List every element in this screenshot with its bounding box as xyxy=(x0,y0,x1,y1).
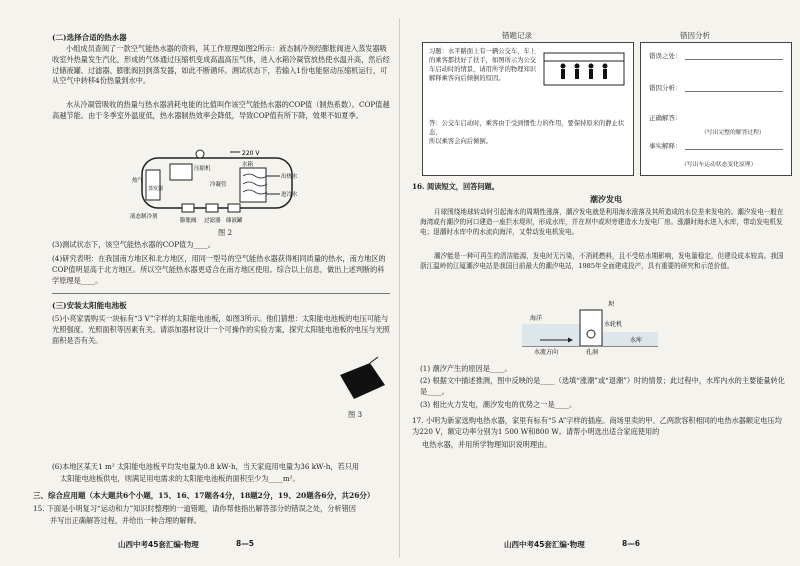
answer-line-error-location[interactable] xyxy=(685,59,783,60)
question-15-line2: 并写出正确解答过程，并给出一种合理的解释。 xyxy=(50,516,201,525)
question-17-line1: 17. 小明为新家选购电热水器，家里有标有“5 A”字样的插座。商场里卖的甲、乙两款容积相同的电热水器额定电压均为220 V，额定功率分别为1 500 W和800 W。请帮小明选出适合家庭使用的 xyxy=(412,416,782,436)
section2-title: (二)选择合适的热水器 xyxy=(52,33,127,42)
panel-wire xyxy=(370,357,378,363)
wrong-answer-line1: 答：公交车启动时，乘客由于受到惯性力的作用，要保持原来的静止状态， xyxy=(429,120,625,137)
figure-2-caption: 图 2 xyxy=(218,228,233,237)
dam-block xyxy=(580,310,602,346)
intro-paragraph-1: 小组成员查阅了一款空气能热水器的资料，其工作原理如图2所示：液态制冷剂经膨胀阀进入蒸发器吸收室外热量发生汽化，形成的气体通过压缩机变成高温高压气体，进入水箱冷凝管放热使水温升高，然后经过储液罐、过滤器、膨胀阀回到蒸发器，如此不断循环。测试状态下，若输入1份电能驱动压缩机运行，可从空气中转移4份热量到水中。 xyxy=(52,44,390,86)
reservoir-box xyxy=(228,204,240,212)
question-16-1: (1) 潮汐产生的原因是____。 xyxy=(420,364,512,373)
label-error-cause: 错因分析： xyxy=(649,84,682,92)
fig-label-ocean: 海洋 xyxy=(530,315,543,322)
tank-box xyxy=(240,168,266,202)
article-paragraph-2: 潮汐能是一种可再生的清洁能源，发电时无污染，不消耗燃料，且不受枯水期影响，发电量稳定，但建设成本较高。我国浙江温岭的江厦潮汐电站是我国目前最大的潮汐电站，1985年全面建成投产，具有重要的研究和示范价值。 xyxy=(420,252,784,270)
compressor-box xyxy=(170,164,192,180)
label-fact-explanation: 事实解释： xyxy=(649,142,682,150)
label-compressor: 压缩机 xyxy=(194,166,211,172)
error-analysis-header: 错因分析 xyxy=(680,31,710,40)
fig-label-dam: 坝 xyxy=(608,301,615,308)
label-hot-out: 出热水 xyxy=(281,174,298,180)
evaporator-box xyxy=(146,170,160,200)
expansion-valve-box xyxy=(182,204,194,212)
wrong-problem-text: 习题：水平路面上有一辆公交车，车上的乘客都扶好了扶手，如图所示为公交车启动时的情景，请用所学的物理知识解释乘客向后倾倒的原因。 xyxy=(429,48,537,83)
question-4: (4)研究表明：在我国南方地区和北方地区，用同一型号的空气能热水器获得相同质量的热水，南方地区的COP值明显高于北方地区。所以空气能热水器更适合在南方地区使用。综合以上信息，做出上述判断的科学原理是____。 xyxy=(52,254,386,285)
label-tank: 水箱 xyxy=(242,162,254,168)
filter-box xyxy=(206,204,218,212)
question-16-3: (3) 相比火力发电，潮汐发电的优势之一是____。 xyxy=(420,400,577,409)
question-16-2: (2) 根据文中描述推测，图中反映的是____（选填“涨潮”或“退潮”）时的情景；此过程中，水库内水的主要能量转化是____。 xyxy=(420,376,785,396)
label-liquid-refrigerant: 液态制冷剂 xyxy=(130,214,158,220)
intro-paragraph-2: 水从冷凝管吸收的热量与热水器消耗电能的比值叫作该空气能热水器的COP值（制热系数）。COP值越高越节能。由于冬季室外温度低，热水器制热效率会降低，导致COP值有所下降，效果不如夏季。 xyxy=(52,100,390,120)
question-6-line2: 太阳能电池板供电，则满足用电需求的太阳能电池板的面积至少为____m²。 xyxy=(60,474,300,483)
tidal-power-figure xyxy=(520,298,660,356)
hint-fact-explanation: （写出车运动状态变化原理） xyxy=(681,162,757,168)
figure-3-caption: 图 3 xyxy=(348,410,363,419)
label-evaporator: 蒸发器 xyxy=(148,186,164,192)
bus-frame xyxy=(544,53,624,85)
label-condenser: 冷凝管 xyxy=(210,182,227,188)
right-page xyxy=(400,0,800,566)
voltage-label: 220 V xyxy=(242,150,260,157)
label-cold-in: 进冷水 xyxy=(281,192,298,198)
fig-label-reservoir: 水库 xyxy=(630,337,643,344)
answer-line-q4[interactable] xyxy=(52,293,390,294)
hint-correct-answer: （写出完整的解答过程） xyxy=(701,130,765,136)
bus-passengers-figure xyxy=(543,49,627,89)
footer-right-page: 8—6 xyxy=(622,539,640,548)
question-3: (3)测试状态下，该空气能热水器的COP值为____。 xyxy=(52,240,215,249)
label-correct-answer: 正确解答： xyxy=(649,114,682,122)
section3-title: (三)安装太阳能电池板 xyxy=(52,301,127,310)
question-6-line1: (6)本地区某天1 m² 太阳能电池板平均发电量为0.8 kW·h，当天家庭用电量为36 kW·h，若只用 xyxy=(52,462,360,471)
footer-left-title: 山西中考45套汇编·物理 xyxy=(118,540,199,549)
section-heading-comprehensive: 三、综合应用题（本大题共6个小题，15、16、17题各4分，18题2分，19、20题各6分，共26分） xyxy=(33,491,375,500)
wrong-answer-line2: 所以乘客会向后倾倒。 xyxy=(429,138,492,145)
label-expansion-valve: 膨胀阀 xyxy=(180,218,197,224)
label-reservoir: 储液罐 xyxy=(226,218,243,224)
error-analysis-panel xyxy=(640,42,792,176)
footer-right-title: 山西中考45套汇编·物理 xyxy=(504,540,585,549)
fig-label-flow: 水流方向 xyxy=(534,349,559,356)
footer-left-page: 8—5 xyxy=(236,539,254,548)
wrong-record-panel xyxy=(422,42,634,176)
answer-line-error-cause[interactable] xyxy=(685,91,783,92)
ocean-water xyxy=(522,324,580,346)
figure-3-solar-panel xyxy=(330,355,390,405)
solar-panel-icon xyxy=(340,363,385,399)
label-hot-gas: 热气 xyxy=(132,178,144,184)
figure-2-diagram xyxy=(130,146,310,226)
question-15-line1: 15. 下面是小明复习“运动和力”知识时整理的一道错题，请你帮他指出解答部分的错误之处，分析错因 xyxy=(33,504,356,513)
fig-label-turbine: 水轮机 xyxy=(604,321,623,328)
label-filter: 过滤器 xyxy=(204,218,221,224)
question-17-line2: 电热水器，并用所学物理知识说明理由。 xyxy=(422,440,552,449)
wrong-record-header: 错题记录 xyxy=(502,31,532,40)
article-paragraph-1: 月球围绕地球转动时引起海水的周期性涨落，潮汐发电就是利用海水涨落及其所造成的水位差来发电的。潮汐发电一般在海湾或有潮汐的河口建造一座拦水堤坝，形成水库，并在坝中或坝旁建造水力发电厂房。涨潮时海水进入水库，带动发电机发电；退潮时水库中的水流向海洋，又带动发电机发电。 xyxy=(420,208,784,236)
turbine-icon xyxy=(587,330,595,338)
question-16-title: 16. 阅读短文，回答问题。 xyxy=(412,182,499,191)
answer-line-fact-explanation[interactable] xyxy=(685,149,783,150)
fig-label-hole: 孔洞 xyxy=(586,349,599,356)
question-5: (5)小亮家需购买一块标有“3 V”字样的太阳能电池板，如图3所示。他们猜想：太阳能电池板的电压可能与光照强度、光照面积等因素有关。请添加器材设计一个可操作的实验方案，探究太阳能电池板的电压与光照面积是否有关。 xyxy=(52,314,390,345)
label-error-location: 错误之处： xyxy=(649,52,682,60)
fan-icon xyxy=(196,150,204,158)
article-title: 潮汐发电 xyxy=(590,195,622,204)
